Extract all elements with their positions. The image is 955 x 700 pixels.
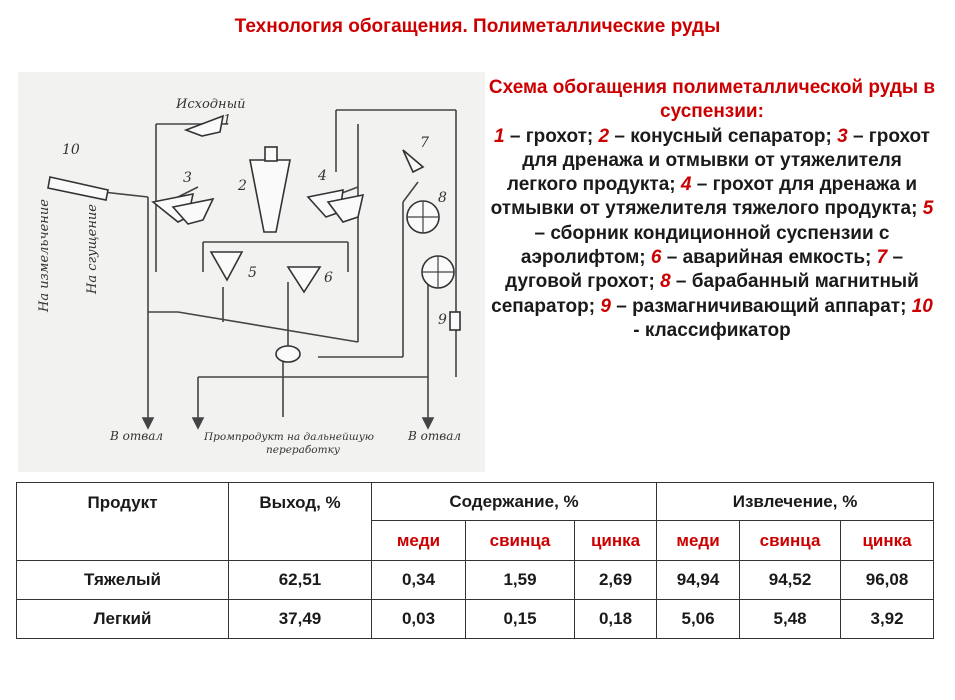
table-row [17, 561, 934, 600]
diagram-number-3: 3 [183, 170, 192, 186]
row-product: Легкий [17, 600, 229, 639]
subheader-copper: меди [372, 521, 466, 561]
header-recovery: Извлечение, % [657, 483, 934, 521]
legend-number: 6 [650, 247, 662, 269]
legend-text: – аварийная емкость; [661, 247, 877, 269]
legend-text: - классификатор [633, 319, 791, 341]
subheader-copper: меди [657, 521, 740, 561]
subheader-lead: свинца [466, 521, 575, 561]
diagram-label-tailings-right: В отвал [408, 429, 462, 443]
legend-number: 9 [600, 295, 611, 317]
legend-text: – грохот для дренажа и отмывки от утяжелителя легкого продукта; [506, 125, 930, 196]
legend-number: 2 [598, 125, 610, 147]
cell-content-lead: 1,59 [466, 561, 575, 600]
diagram-number-1: 1 [223, 113, 232, 128]
diagram-number-7: 7 [420, 135, 429, 151]
header-yield: Выход, % [229, 483, 372, 561]
cell-content-lead: 0,15 [466, 600, 575, 639]
header-content: Содержание, % [372, 483, 657, 521]
subheader-lead: свинца [740, 521, 841, 561]
legend-text: – грохот для дренажа и отмывки от утяжелителя тяжелого продукта; [490, 174, 923, 220]
diagram-label-middlings-2: переработку [266, 444, 340, 456]
table-row [17, 600, 934, 639]
legend-number: 5 [922, 198, 934, 220]
legend-text: – дуговой грохот; [505, 247, 904, 293]
diagram-number-5: 5 [248, 265, 257, 281]
diagram-number-2: 2 [238, 178, 247, 194]
slide-title: Технология обогащения. Полиметаллические руды [234, 16, 721, 37]
diagram-label-middlings: Промпродукт на дальнейшую [204, 431, 375, 443]
legend-number: 3 [837, 125, 848, 147]
legend-text: – барабанный магнитный сепаратор; [491, 271, 919, 317]
diagram-number-10: 10 [62, 142, 80, 158]
legend-number: 7 [876, 247, 888, 269]
diagram-label-tailings-left: В отвал [110, 429, 164, 443]
legend-text: – размагничивающий аппарат; [610, 295, 912, 317]
cell-content-copper: 0,34 [372, 561, 466, 600]
diagram-input-label: Исходный [176, 97, 246, 112]
cell-content-zinc: 0,18 [575, 600, 657, 639]
cell-recovery-lead: 94,52 [740, 561, 841, 600]
cell-recovery-lead: 5,48 [740, 600, 841, 639]
cell-yield: 62,51 [229, 561, 372, 600]
results-table [16, 482, 934, 639]
header-product: Продукт [17, 483, 229, 561]
scheme-heading: Схема обогащения полиметаллической руды в суспензии: [488, 77, 936, 123]
diagram-number-9: 9 [438, 312, 447, 328]
diagram-label-grinding: На измельчение [37, 199, 52, 312]
legend-number: 10 [911, 295, 933, 317]
diagram-label-thickening: На сгущение [85, 204, 100, 294]
cell-content-zinc: 2,69 [575, 561, 657, 600]
diagram-number-6: 6 [324, 270, 333, 286]
row-product: Тяжелый [17, 561, 229, 600]
cell-yield: 37,49 [229, 600, 372, 639]
legend-number: 4 [680, 174, 692, 196]
legend-text: – сборник кондиционной суспензии с аэролифтом; [520, 222, 890, 269]
cell-recovery-zinc: 96,08 [841, 561, 934, 600]
legend-number: 1 [494, 125, 505, 147]
flowsheet-drawing [18, 72, 485, 472]
cell-recovery-copper: 5,06 [657, 600, 740, 639]
subheader-zinc: цинка [841, 521, 934, 561]
scheme-description [486, 76, 938, 343]
legend-text: – грохот; [504, 125, 599, 147]
diagram-number-4: 4 [318, 168, 327, 184]
cell-recovery-copper: 94,94 [657, 561, 740, 600]
legend-text: – конусный сепаратор; [609, 125, 838, 147]
cell-recovery-zinc: 3,92 [841, 600, 934, 639]
diagram-number-8: 8 [438, 190, 447, 206]
cell-content-copper: 0,03 [372, 600, 466, 639]
subheader-zinc: цинка [575, 521, 657, 561]
legend-number: 8 [660, 271, 671, 293]
flowsheet-diagram [18, 72, 485, 472]
